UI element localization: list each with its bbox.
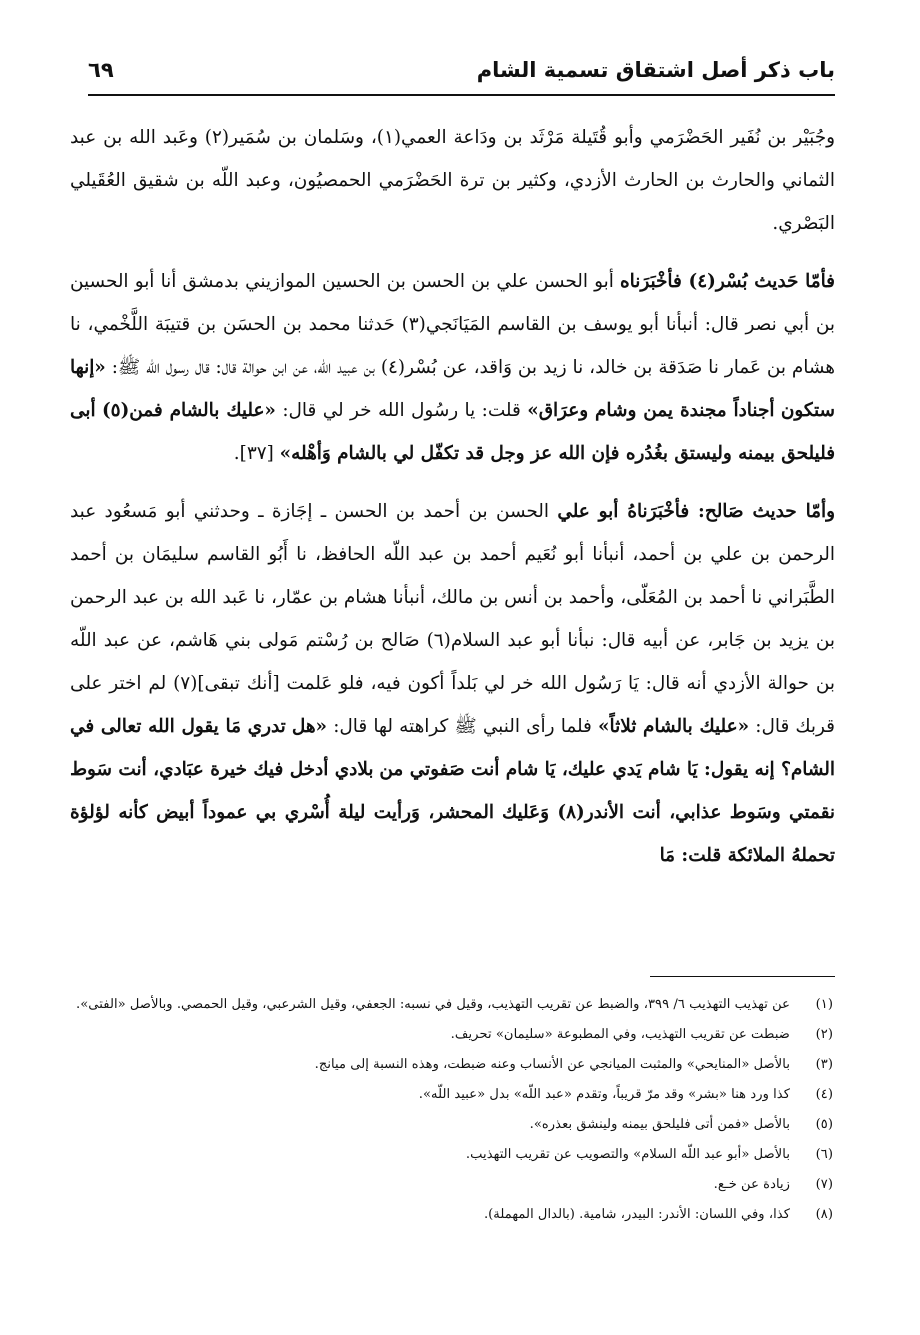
hadith-text: المحشر، وَرأيت ليلة أُسْري بي عموداً أبيض كأنه لؤلؤة تحملهُ الملائكة قلت: مَا — [70, 802, 835, 866]
footnote — [70, 990, 835, 1020]
text-line: وَاقد، عن بُسْر(٤) بن عبيد الله، عن ابن حوالة قال: قال رسول الله ﷺ: — [111, 357, 512, 378]
hadith-text: «عليك بالشام ثلاثاً» — [598, 716, 750, 737]
footnote-number: (٤) — [815, 1087, 833, 1102]
footnote-number: (٥) — [815, 1117, 833, 1132]
running-header — [88, 52, 835, 96]
text-line: الحافظ، نا أَبُو القاسم سليمَان بن أحمد الطَّبَراني نا أحمد بن المُعَلّى، وأحمد بن — [70, 544, 835, 608]
text-line: اختر على قربك قال: — [70, 673, 835, 737]
footnote — [70, 1140, 835, 1170]
hadith-text: «إنها ستكون — [70, 357, 835, 421]
footnote-text: بالأصل «أبو عبد اللّه السلام» والتصويب عن تقريب التهذيب. — [465, 1147, 790, 1162]
main-text — [70, 116, 835, 877]
footnote-separator — [650, 976, 835, 977]
footnote — [70, 1170, 835, 1200]
hadith-text: أبى فليلحق بيمنه وليستق بغُدُره فإن الله عز وجل قد تكفّل لي بالشام وَأهْله» — [70, 400, 835, 464]
section-lead: فأمّا حَديث بُسْر(٤) فأخْبَرَناه — [620, 271, 835, 292]
footnote-text: بالأصل «المنايحي» والمثبت الميانجي عن الأنساب وعنه ضبطت، وهذه النسبة إلى ميانج. — [314, 1057, 790, 1072]
paragraph-narrators — [70, 116, 835, 245]
hadith-text: «عليك بالشام فمن(٥) — [101, 400, 276, 421]
text-line: بدمشق أنا أبو الحسين بن أبي نصر قال: أنبأنا أبو يوسف بن القاسم المَيَانَجي(٣) حَدثنا — [70, 271, 835, 335]
reference-number: [٣٧]. — [233, 443, 274, 464]
text-line: أنس بن مالك، أنبأنا هشام بن عمّار، نا عَبد الله بن عبد الرحمن بن يزيد بن جَابر، عن — [70, 587, 835, 651]
footnote-number: (١) — [815, 997, 833, 1012]
footnote-number: (٨) — [815, 1207, 833, 1222]
paragraph-hadith-busr — [70, 260, 835, 475]
footnote — [70, 1200, 835, 1230]
chapter-title: باب ذكر أصل اشتقاق تسمية الشام — [476, 58, 835, 82]
text-line: فلما رأى النبي ﷺ كراهته لها قال: — [333, 716, 592, 737]
text-line: الحسن بن أحمد بن الحسن ـ إجَازة ـ — [258, 501, 549, 522]
footnote-text: كذا، وفي اللسان: الأندر: البيدر، شامية. (بالدال المهملة). — [483, 1207, 790, 1222]
footnote-number: (٢) — [815, 1027, 833, 1042]
text-line: وحدثني أبو مَسعُود عبد الرحمن بن علي بن أحمد، أنبأنا أبو نُعَيم أحمد بن عبد اللّه — [70, 501, 835, 565]
footnote-number: (٦) — [815, 1147, 833, 1162]
text-line: أبو الحسن علي بن الحسن بن الحسين الموازيني — [245, 271, 614, 292]
footnote — [70, 1050, 835, 1080]
footnote-text: ضبطت عن تقريب التهذيب، وفي المطبوعة «سليمان» تحريف. — [450, 1027, 790, 1042]
footnote — [70, 1080, 835, 1110]
text-line: حوالة الأزدي أنه قال: يَا رَسُول الله خر لي بَلداً أكون فيه، فلو عَلمت [أنك تبقى](٧) لم — [148, 673, 809, 694]
hadith-text: تدري مَا يقول الله تعالى في الشام؟ إنه يقول: يَا شام يَدي عليك، يَا شام أنت صَفوتي من — [70, 716, 836, 780]
footnote-text: كذا ورد هنا «بشر» وقد مرّ قريباً، وتقدم «عبد اللّه» بدل «عبيد اللّه». — [418, 1087, 790, 1102]
footnotes-list — [70, 990, 835, 1230]
footnote-number: (٣) — [815, 1057, 833, 1072]
text-line: قلت: يا رسُول الله خر لي قال: — [282, 400, 521, 421]
section-lead: وأمّا حديث صَالح: فأخْبَرَناهُ أبو علي — [557, 501, 836, 522]
footnote-text: بالأصل «فمن أتى فليلحق بيمنه ولينشق بعذره». — [529, 1117, 790, 1132]
text-line: الحمصيُون، وعبد اللّه بن شقيق العُقَيلي البَصْري. — [70, 170, 835, 234]
footnote-text: زيادة عن خـع. — [713, 1177, 790, 1192]
hadith-text: أجناداً مجندة يمن وشام وعرَاق» — [527, 400, 775, 421]
footnote-number: (٧) — [815, 1177, 833, 1192]
paragraph-hadith-salih — [70, 490, 835, 877]
text-line: أبيه قال: نبأنا أبو عبد السلام(٦) صَالح بن رُسْتم مَولى بني هَاشم، عن عبد اللّه بن — [70, 630, 835, 694]
footnote — [70, 1020, 835, 1050]
text-line: وعَبد الله بن عبد الثماني والحارث بن الحارث الأزدي، وكثير بن ترة الحَضْرَمي — [70, 127, 835, 191]
text-line: محمد بن الحسَن بن قتيبَة اللَّخْمي، نا هشام بن عَمار نا صَدَقة بن خالد، نا زيد بن — [70, 314, 835, 378]
text-line: وجُبَيْر بن نُفَير الحَضْرَمي وأبو قُتَيلة مَرْثَد بن ودَاعة العمي(١)، وسَلمان بن سُمَير(٢) — [204, 127, 835, 148]
footnote — [70, 1110, 835, 1140]
hadith-text: «هل — [291, 716, 328, 737]
footnote-text: عن تهذيب التهذيب ٦/ ٣٩٩، والضبط عن تقريب التهذيب، وقيل في نسبه: الجعفي، وقيل الشرعبي، وقيل الحمصي. وبالأصل «الفتى». — [76, 997, 790, 1012]
hadith-text: بلادي أدخل فيك خيرة عبَادي، أنت سَوط نقمتي وسَوط عذابي، أنت الأندر(٨) وَعَليك — [70, 759, 835, 823]
page-number: ٦٩ — [88, 58, 114, 82]
